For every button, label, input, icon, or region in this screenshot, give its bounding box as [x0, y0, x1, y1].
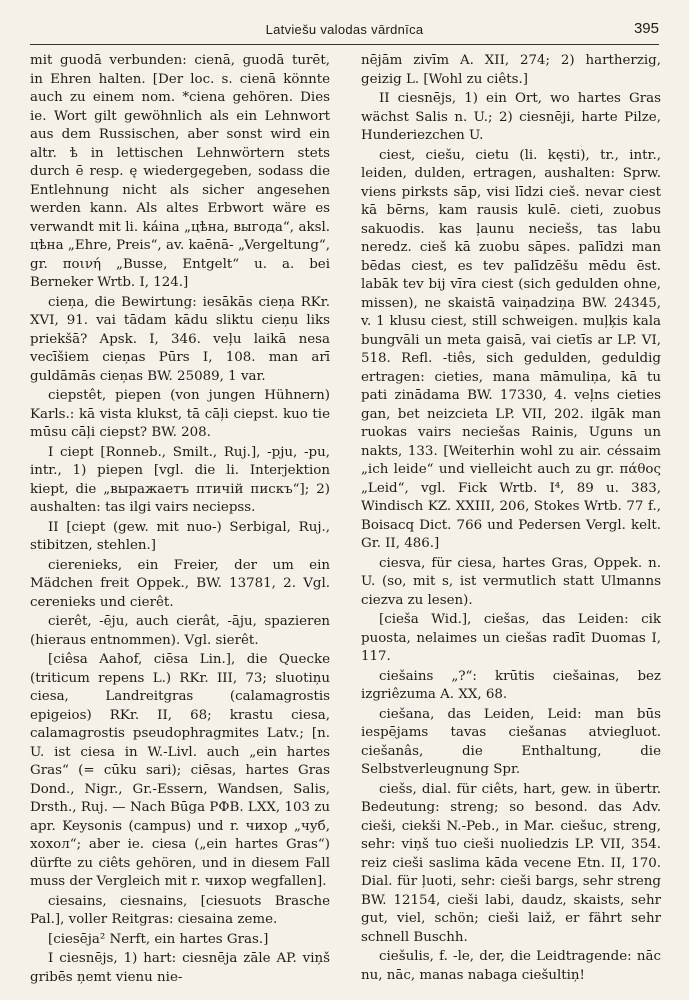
dictionary-entry: I ciept [Ronneb., Smilt., Ruj.], -pju, -pu, intr., 1) piepen [vgl. die li. Interjektion kiept, die „выражаетъ птичій пискъ“]; 2) aushalten: tas ilgi vairs neciepss. — [30, 444, 330, 515]
page-number: 395 — [633, 20, 659, 37]
dictionary-entry: nējām zivīm A. XII, 274; 2) hartherzig, geizig L. [Wohl zu ciêts.] — [361, 53, 661, 87]
dictionary-entry: I ciesnējs, 1) hart: ciesnēja zāle AP. viņš gribēs ņemt vienu nie- — [30, 951, 330, 985]
dictionary-entry: cieņa, die Bewirtung: iesākās cieņa RKr. XVI, 91. vai tādam kādu sliktu cieņu liks priekšā? Apsk. I, 346. veļu laikā nesa vecīšiem cieņas Pūrs I, 108. man arī guldāmās cieņas BW. 25089, 1 var. — [30, 294, 330, 384]
dictionary-entry: ciepstêt, piepen (von jungen Hühnern) Karls.: kā vista klukst, tā cāļi ciepst. kuo tie mūsu cāļi ciepst? BW. 208. — [30, 388, 330, 440]
dictionary-entry: ciešana, das Leiden, Leid: man būs iespējams tavas ciešanas atviegluot. ciešanâs, die Enthaltung, die Selbstverleugnung Spr. — [361, 706, 661, 777]
dictionary-entry: ciešs, dial. für ciêts, hart, gew. in übertr. Bedeutung: streng; so besond. das Adv. cieši, ciekši N.-Peb., in Mar. ciešuc, streng, sehr: viņš tuo cieši nuoliedzis LP. VII, 354. reiz cieši saslima kāda vecene Etn. II, 170. Dial. für ļuoti, sehr: cieši bargs, sehr streng BW. 12154, cieši labi, daudz, skaists, sehr gut, viel, schön; cieši laiž, er fährt sehr schnell Buschh. — [361, 781, 661, 945]
dictionary-entry: cierenieks, ein Freier, der um ein Mädchen freit Oppek., BW. 13781, 2. Vgl. cerenieks und cierêt. — [30, 557, 330, 610]
left-column — [30, 52, 330, 988]
dictionary-entry: [ciesēja² Nerft, ein hartes Gras.] — [48, 931, 269, 947]
page-header — [30, 18, 659, 45]
running-title: Latviešu valodas vārdnīca — [265, 22, 424, 37]
dictionary-entry: mit guodā verbunden: cienā, guodā turēt, in Ehren halten. [Der loc. s. cienā könnte auch zu einem nom. *ciena gehören. Dies ie. Wort gilt gewöhnlich als ein Lehnwort aus dem Russischen, aber sonst wird ein altr. ѣ in lettischen Lehnwörtern stets durch ē resp. ę wiedergegeben, sodass die Entlehnung nicht als sicher angesehen werden kann. Als altes Erbwort wäre es verwandt mit li. káina „цѣна, выгода“, aksl. цѣна „Ehre, Preis“, av. kaēnā- „Vergeltung“, gr. ποινή „Busse, Entgelt“ u. a. bei Berneker Wrtb. I, 124.] — [30, 53, 330, 290]
dictionary-entry: II ciesnējs, 1) ein Ort, wo hartes Gras wächst Salis n. U.; 2) ciesnēji, harte Pilze, Hunderiezchen U. — [361, 91, 661, 143]
dictionary-entry: cierêt, -ēju, auch cierât, -āju, spazieren (hieraus entnommen). Vgl. sierêt. — [30, 614, 330, 648]
dictionary-entry: ciest, ciešu, cietu (li. kęsti), tr., intr., leiden, dulden, ertragen, aushalten: Sprw. viens pirksts sāp, visi līdzi cieš. nevar ciest kā bērns, kam rausis kulē. cieti, zuobus sakuodis. kas ļaunu neciešs, tas labu neredz. cieš kā zuobu sāpes. palīdzi man bēdas ciest, es tev palīdzēšu mēdu ēst. labāk tev bij vīra ciest (sich gedulden ohne, missen), ne skaistā vaiņadziņa BW. 24345, v. 1 klusu ciest, still schweigen. muļķis kala bungvāli un meta gaisā, vai cietīs ar LP. VI, 518. Refl. -tiês, sich gedulden, geduldig ertragen: cieties, mana māmuliņa, kā tu pati zinādama BW. 17330, 4. veļns cieties gan, bet neizcieta LP. VII, 202. ilgāk man ruokas vairs neciešas Rainis, Uguns un nakts, 133. [Weiterhin wohl zu air. céssaim „ich leide“ und vielleicht auch zu gr. πάθος „Leid“, vgl. Fick Wrtb. I⁴, 89 u. 383, Windisch KZ. XXIII, 206, Stokes Wrtb. 77 f., Boisacq Dict. 766 und Pedersen Vergl. kelt. Gr. II, 486.] — [361, 147, 661, 551]
dictionary-entry: [ciêsa Aahof, ciēsa Lin.], die Quecke (triticum repens L.) RKr. III, 73; sluotiņu ciesa, Landreitgras (calamagrostis epigeios) RKr. II, 68; krastu ciesa, calamagrostis pseudophragmites Latv.; [n. U. ist ciesa in W.-Livl. auch „ein hartes Gras“ (= cūku sari); ciēsas, hartes Gras Dond., Nigr., Gr.-Essern, Wandsen, Salis, Drsth., Ruj. — Nach Būga РФВ. LXX, 103 zu apr. Keysonis (campus) und r. чихор „чуб, хохол“; aber ie. ciesa („ein hartes Gras“) dürfte zu ciêts gehören, und in diesem Fall muss der Vergleich mit r. чихор wegfallen]. — [30, 652, 330, 889]
dictionary-entry: [cieša Wid.], ciešas, das Leiden: cik puosta, nelaimes un ciešas radīt Duomas I, 117. — [361, 612, 661, 664]
dictionary-entry: ciesains, ciesnains, [ciesuots Brasche Pal.], voller Reitgras: ciesaina zeme. — [30, 893, 330, 927]
dictionary-entry: ciesva, für ciesa, hartes Gras, Oppek. n. U. (so, mit s, ist vermutlich statt Ulmanns ciezva zu lesen). — [361, 555, 661, 608]
right-column — [361, 52, 661, 986]
dictionary-entry: II [ciept (gew. mit nuo-) Serbigal, Ruj., stibitzen, stehlen.] — [30, 519, 330, 553]
dictionary-entry: ciešulis, f. -le, der, die Leidtragende: nāc nu, nāc, manas nabaga ciešultiņ! — [361, 949, 661, 983]
dictionary-entry: ciešains „?“: krūtis ciešainas, bez izgriêzuma A. XX, 68. — [361, 668, 661, 702]
